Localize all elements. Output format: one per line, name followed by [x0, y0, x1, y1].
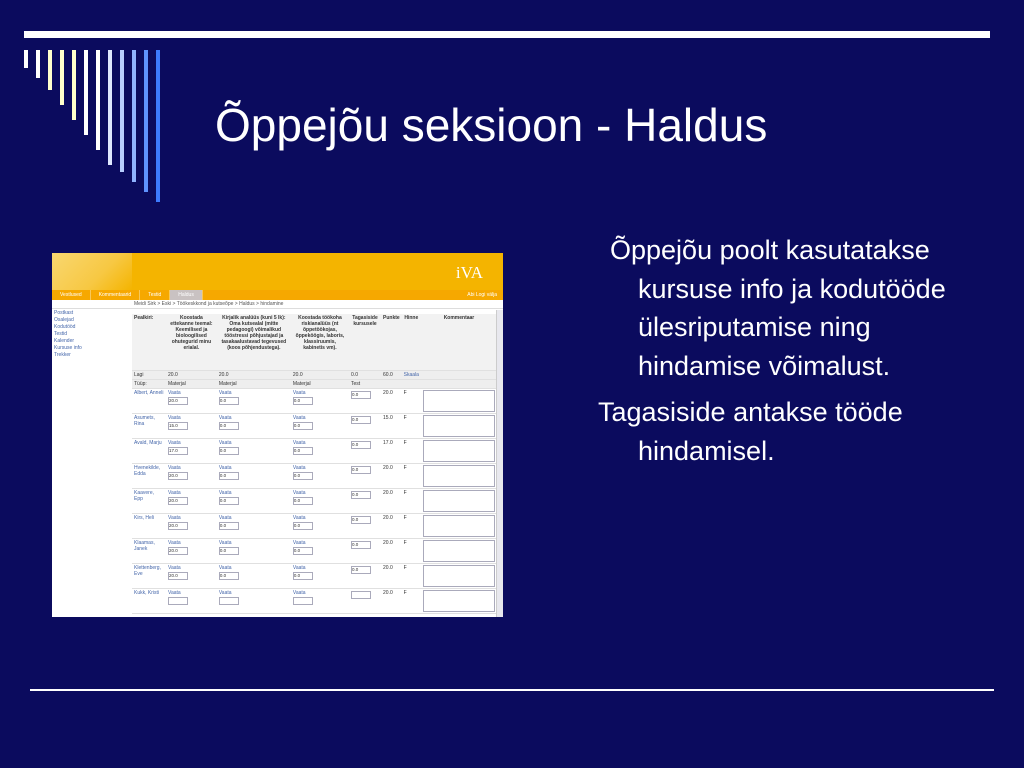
score-input[interactable]: 0.0 — [351, 391, 371, 399]
comment-input[interactable] — [423, 390, 495, 412]
view-link[interactable]: Vaata — [218, 390, 232, 396]
student-name: Kaavere, Epp — [132, 489, 166, 514]
sidebar-item-osalejad[interactable]: Osalejad — [54, 317, 74, 323]
table-row — [132, 564, 497, 589]
view-link[interactable]: Vaata — [292, 415, 306, 421]
view-link[interactable]: Vaata — [292, 515, 306, 521]
comment-input[interactable] — [423, 515, 495, 537]
view-link[interactable]: Vaata — [218, 440, 232, 446]
breadcrumb: Meidi Sirk > Eski > Töökeskkond ja kutseõpe > Haldus > hindamine — [52, 300, 503, 309]
table-row — [132, 589, 497, 614]
view-link[interactable]: Vaata — [218, 415, 232, 421]
tab-testid[interactable]: Testid — [140, 290, 170, 300]
grade-cell: F — [402, 489, 421, 514]
comment-cell — [421, 564, 497, 589]
grade-cell: F — [402, 564, 421, 589]
comment-cell — [421, 439, 497, 464]
score-cell — [291, 564, 349, 589]
grade-cell: F — [402, 389, 421, 414]
comment-input[interactable] — [423, 415, 495, 437]
comment-cell — [421, 514, 497, 539]
app-nav — [52, 290, 503, 300]
grades-table — [132, 314, 497, 614]
score-input[interactable]: 20.0 — [168, 547, 188, 555]
score-input[interactable] — [293, 597, 313, 605]
score-cell — [349, 564, 381, 589]
score-cell — [166, 539, 217, 564]
score-cell — [349, 589, 381, 614]
lagi-row — [132, 371, 497, 380]
score-input[interactable]: 0.0 — [351, 416, 371, 424]
view-link[interactable]: Vaata — [292, 490, 306, 496]
score-input[interactable]: 15.0 — [168, 422, 188, 430]
comment-cell — [421, 414, 497, 439]
view-link[interactable]: Vaata — [168, 515, 181, 521]
score-cell — [217, 489, 291, 514]
score-input[interactable]: 0.0 — [293, 472, 313, 480]
comment-cell — [421, 589, 497, 614]
score-cell — [291, 589, 349, 614]
score-cell — [166, 489, 217, 514]
table-row — [132, 439, 497, 464]
comment-cell — [421, 464, 497, 489]
tuup-row — [132, 380, 497, 389]
comment-input[interactable] — [423, 540, 495, 562]
sidebar-item-postkast[interactable]: Postkast — [54, 310, 74, 316]
column-header: Koostada ettekanne teemal: Keemilised ja bioloogilised ohutegurid minu erialal. — [166, 314, 217, 371]
view-link[interactable]: Vaata — [292, 540, 306, 546]
cell — [421, 380, 497, 389]
score-input[interactable]: 0.0 — [293, 447, 313, 455]
score-input[interactable]: 0.0 — [219, 522, 239, 530]
score-input[interactable]: 20.0 — [168, 522, 188, 530]
score-input[interactable]: 17.0 — [168, 447, 188, 455]
decorative-stripes — [0, 0, 170, 210]
view-link[interactable]: Vaata — [218, 515, 232, 521]
score-input[interactable]: 0.0 — [219, 447, 239, 455]
score-cell — [349, 389, 381, 414]
score-cell — [349, 439, 381, 464]
score-input[interactable]: 0.0 — [293, 497, 313, 505]
score-input[interactable]: 0.0 — [293, 547, 313, 555]
cell: Materjal — [217, 380, 291, 389]
student-name: Klettenberg, Eve — [132, 564, 166, 589]
grade-cell: F — [402, 414, 421, 439]
points-cell: 20.0 — [381, 514, 402, 539]
score-cell — [217, 414, 291, 439]
score-input[interactable] — [351, 591, 371, 599]
points-cell: 20.0 — [381, 564, 402, 589]
view-link[interactable]: Vaata — [218, 540, 232, 546]
nav-right-links[interactable]: Abi Logi välja — [467, 292, 497, 298]
score-cell — [349, 539, 381, 564]
table-row — [132, 414, 497, 439]
grade-cell: F — [402, 514, 421, 539]
score-cell — [217, 589, 291, 614]
score-cell — [166, 439, 217, 464]
score-input[interactable]: 0.0 — [219, 422, 239, 430]
score-cell — [166, 589, 217, 614]
score-input[interactable]: 0.0 — [351, 466, 371, 474]
sidebar-item-kursuse-info[interactable]: Kursuse info — [54, 345, 82, 351]
view-link[interactable]: Vaata — [292, 465, 306, 471]
score-cell — [349, 514, 381, 539]
points-cell: 20.0 — [381, 464, 402, 489]
cell: Materjal — [291, 380, 349, 389]
comment-input[interactable] — [423, 490, 495, 512]
grade-cell: F — [402, 539, 421, 564]
score-input[interactable]: 20.0 — [168, 497, 188, 505]
score-input[interactable]: 20.0 — [168, 572, 188, 580]
tab-kommentaarid[interactable]: Kommentaarid — [91, 290, 141, 300]
student-name: Klaamas, Janek — [132, 539, 166, 564]
student-name: Asumets, Rina — [132, 414, 166, 439]
score-cell — [217, 539, 291, 564]
score-cell — [291, 464, 349, 489]
score-cell — [291, 414, 349, 439]
header-graphic — [52, 253, 132, 290]
student-rows — [132, 389, 497, 614]
embedded-screenshot — [52, 253, 503, 617]
student-name: Avald, Marju — [132, 439, 166, 464]
view-link[interactable]: Vaata — [292, 590, 306, 596]
bullet-list — [598, 231, 978, 478]
column-header: Koostada töökoha riskianalüüs (nt õppetöökojas, õppeköögis, laboris, klassiruumis, kabinetis vm). — [291, 314, 349, 371]
bottom-rule — [30, 689, 994, 691]
points-cell: 20.0 — [381, 389, 402, 414]
view-link[interactable]: Vaata — [218, 490, 232, 496]
score-input[interactable]: 0.0 — [219, 572, 239, 580]
cell — [381, 380, 402, 389]
sidebar-item-kalender[interactable]: Kalender — [54, 338, 75, 344]
table-header-row — [132, 314, 497, 371]
score-cell — [166, 564, 217, 589]
view-link[interactable]: Vaata — [168, 415, 181, 421]
sidebar-item-kodutood[interactable]: Kodutööd — [54, 324, 76, 330]
score-cell — [291, 514, 349, 539]
score-cell — [217, 439, 291, 464]
score-input[interactable]: 0.0 — [293, 522, 313, 530]
column-header: Pealkiri: — [132, 314, 166, 371]
score-cell — [291, 539, 349, 564]
score-input[interactable] — [219, 597, 239, 605]
view-link[interactable]: Vaata — [292, 440, 306, 446]
grade-cell: F — [402, 439, 421, 464]
score-input[interactable]: 0.0 — [219, 472, 239, 480]
cell: 0.0 — [349, 371, 381, 380]
view-link[interactable]: Vaata — [168, 565, 181, 571]
cell: Test — [349, 380, 381, 389]
points-cell: 20.0 — [381, 589, 402, 614]
score-cell — [217, 389, 291, 414]
score-cell — [217, 464, 291, 489]
points-cell: 15.0 — [381, 414, 402, 439]
grade-cell: F — [402, 464, 421, 489]
app-header — [52, 253, 503, 290]
cell: Materjal — [166, 380, 217, 389]
score-input[interactable] — [168, 597, 188, 605]
cell: 20.0 — [291, 371, 349, 380]
score-cell — [217, 564, 291, 589]
table-row — [132, 514, 497, 539]
comment-cell — [421, 539, 497, 564]
score-input[interactable]: 20.0 — [168, 472, 188, 480]
score-input[interactable]: 0.0 — [219, 547, 239, 555]
cell: 20.0 — [217, 371, 291, 380]
score-input[interactable]: 20.0 — [168, 397, 188, 405]
column-header: Tagasiside kursusele — [349, 314, 381, 371]
cell: 60.0 — [381, 371, 402, 380]
score-input[interactable]: 0.0 — [219, 397, 239, 405]
scale-link[interactable]: Skaala — [403, 372, 419, 378]
score-input[interactable]: 0.0 — [293, 397, 313, 405]
view-link[interactable]: Vaata — [218, 590, 232, 596]
score-cell — [166, 414, 217, 439]
score-input[interactable]: 0.0 — [351, 491, 371, 499]
table-row — [132, 539, 497, 564]
cell: 20.0 — [166, 371, 217, 380]
view-link[interactable]: Vaata — [218, 565, 232, 571]
score-cell — [291, 489, 349, 514]
score-cell — [349, 489, 381, 514]
scrollbar[interactable] — [496, 310, 503, 617]
score-cell — [349, 464, 381, 489]
score-input[interactable]: 0.0 — [351, 516, 371, 524]
points-cell: 20.0 — [381, 539, 402, 564]
comment-cell — [421, 489, 497, 514]
view-link[interactable]: Vaata — [218, 465, 232, 471]
tab-vestlused[interactable]: Vestlused — [52, 290, 91, 300]
student-name: Kirs, Heli — [132, 514, 166, 539]
score-input[interactable]: 0.0 — [351, 566, 371, 574]
comment-input[interactable] — [423, 565, 495, 587]
slide-title: Õppejõu seksioon - Haldus — [215, 99, 768, 151]
column-header: Punkte — [381, 314, 402, 371]
view-link[interactable]: Vaata — [292, 390, 306, 396]
student-name: Albert, Anneli — [132, 389, 166, 414]
sidebar-item-trekker[interactable]: Trekker — [54, 352, 71, 358]
score-cell — [166, 389, 217, 414]
table-row — [132, 489, 497, 514]
column-header: Kirjalik analüüs (kuni 5 lk): Oma kutsealal (mitte pedagoogi) võimalikud tööstressi põhjustajad ja tasakaalustavad tegevused (koos põhjendustega). — [217, 314, 291, 371]
score-input[interactable]: 0.0 — [219, 497, 239, 505]
sidebar-item-testid[interactable]: Testid — [54, 331, 68, 337]
grade-cell: F — [402, 589, 421, 614]
view-link[interactable]: Vaata — [168, 590, 181, 596]
column-header: Kommentaar — [421, 314, 497, 371]
column-header: Hinne — [402, 314, 421, 371]
tab-haldus[interactable]: Haldus — [170, 290, 203, 300]
table-row — [132, 464, 497, 489]
view-link[interactable]: Vaata — [168, 390, 181, 396]
cell — [421, 371, 497, 380]
comment-input[interactable] — [423, 465, 495, 487]
student-name: Kukk, Kristi — [132, 589, 166, 614]
points-cell: 17.0 — [381, 439, 402, 464]
bullet-item: Tagasiside antakse tööde hindamisel. — [598, 397, 903, 466]
score-cell — [217, 514, 291, 539]
score-cell — [166, 464, 217, 489]
app-logo: iVA — [455, 263, 483, 282]
view-link[interactable]: Vaata — [168, 490, 181, 496]
comment-cell — [421, 389, 497, 414]
view-link[interactable]: Vaata — [168, 440, 181, 446]
score-input[interactable]: 0.0 — [351, 441, 371, 449]
comment-input[interactable] — [423, 590, 495, 612]
cell — [402, 380, 421, 389]
points-cell: 20.0 — [381, 489, 402, 514]
score-cell — [166, 514, 217, 539]
sidebar — [52, 310, 132, 359]
score-input[interactable]: 0.0 — [351, 541, 371, 549]
score-input[interactable]: 0.0 — [293, 422, 313, 430]
score-cell — [291, 439, 349, 464]
score-cell — [291, 389, 349, 414]
table-row — [132, 389, 497, 414]
student-name: Hvenekilde, Edda — [132, 464, 166, 489]
comment-input[interactable] — [423, 440, 495, 462]
bullet-item: Õppejõu poolt kasutatakse kursuse info ja kodutööde ülesriputamise ning hindamise võimalust. — [610, 235, 946, 381]
cell: Lagi — [132, 371, 166, 380]
view-link[interactable]: Vaata — [168, 540, 181, 546]
cell: Tüüp: — [132, 380, 166, 389]
view-link[interactable]: Vaata — [168, 465, 181, 471]
view-link[interactable]: Vaata — [292, 565, 306, 571]
score-cell — [349, 414, 381, 439]
score-input[interactable]: 0.0 — [293, 572, 313, 580]
